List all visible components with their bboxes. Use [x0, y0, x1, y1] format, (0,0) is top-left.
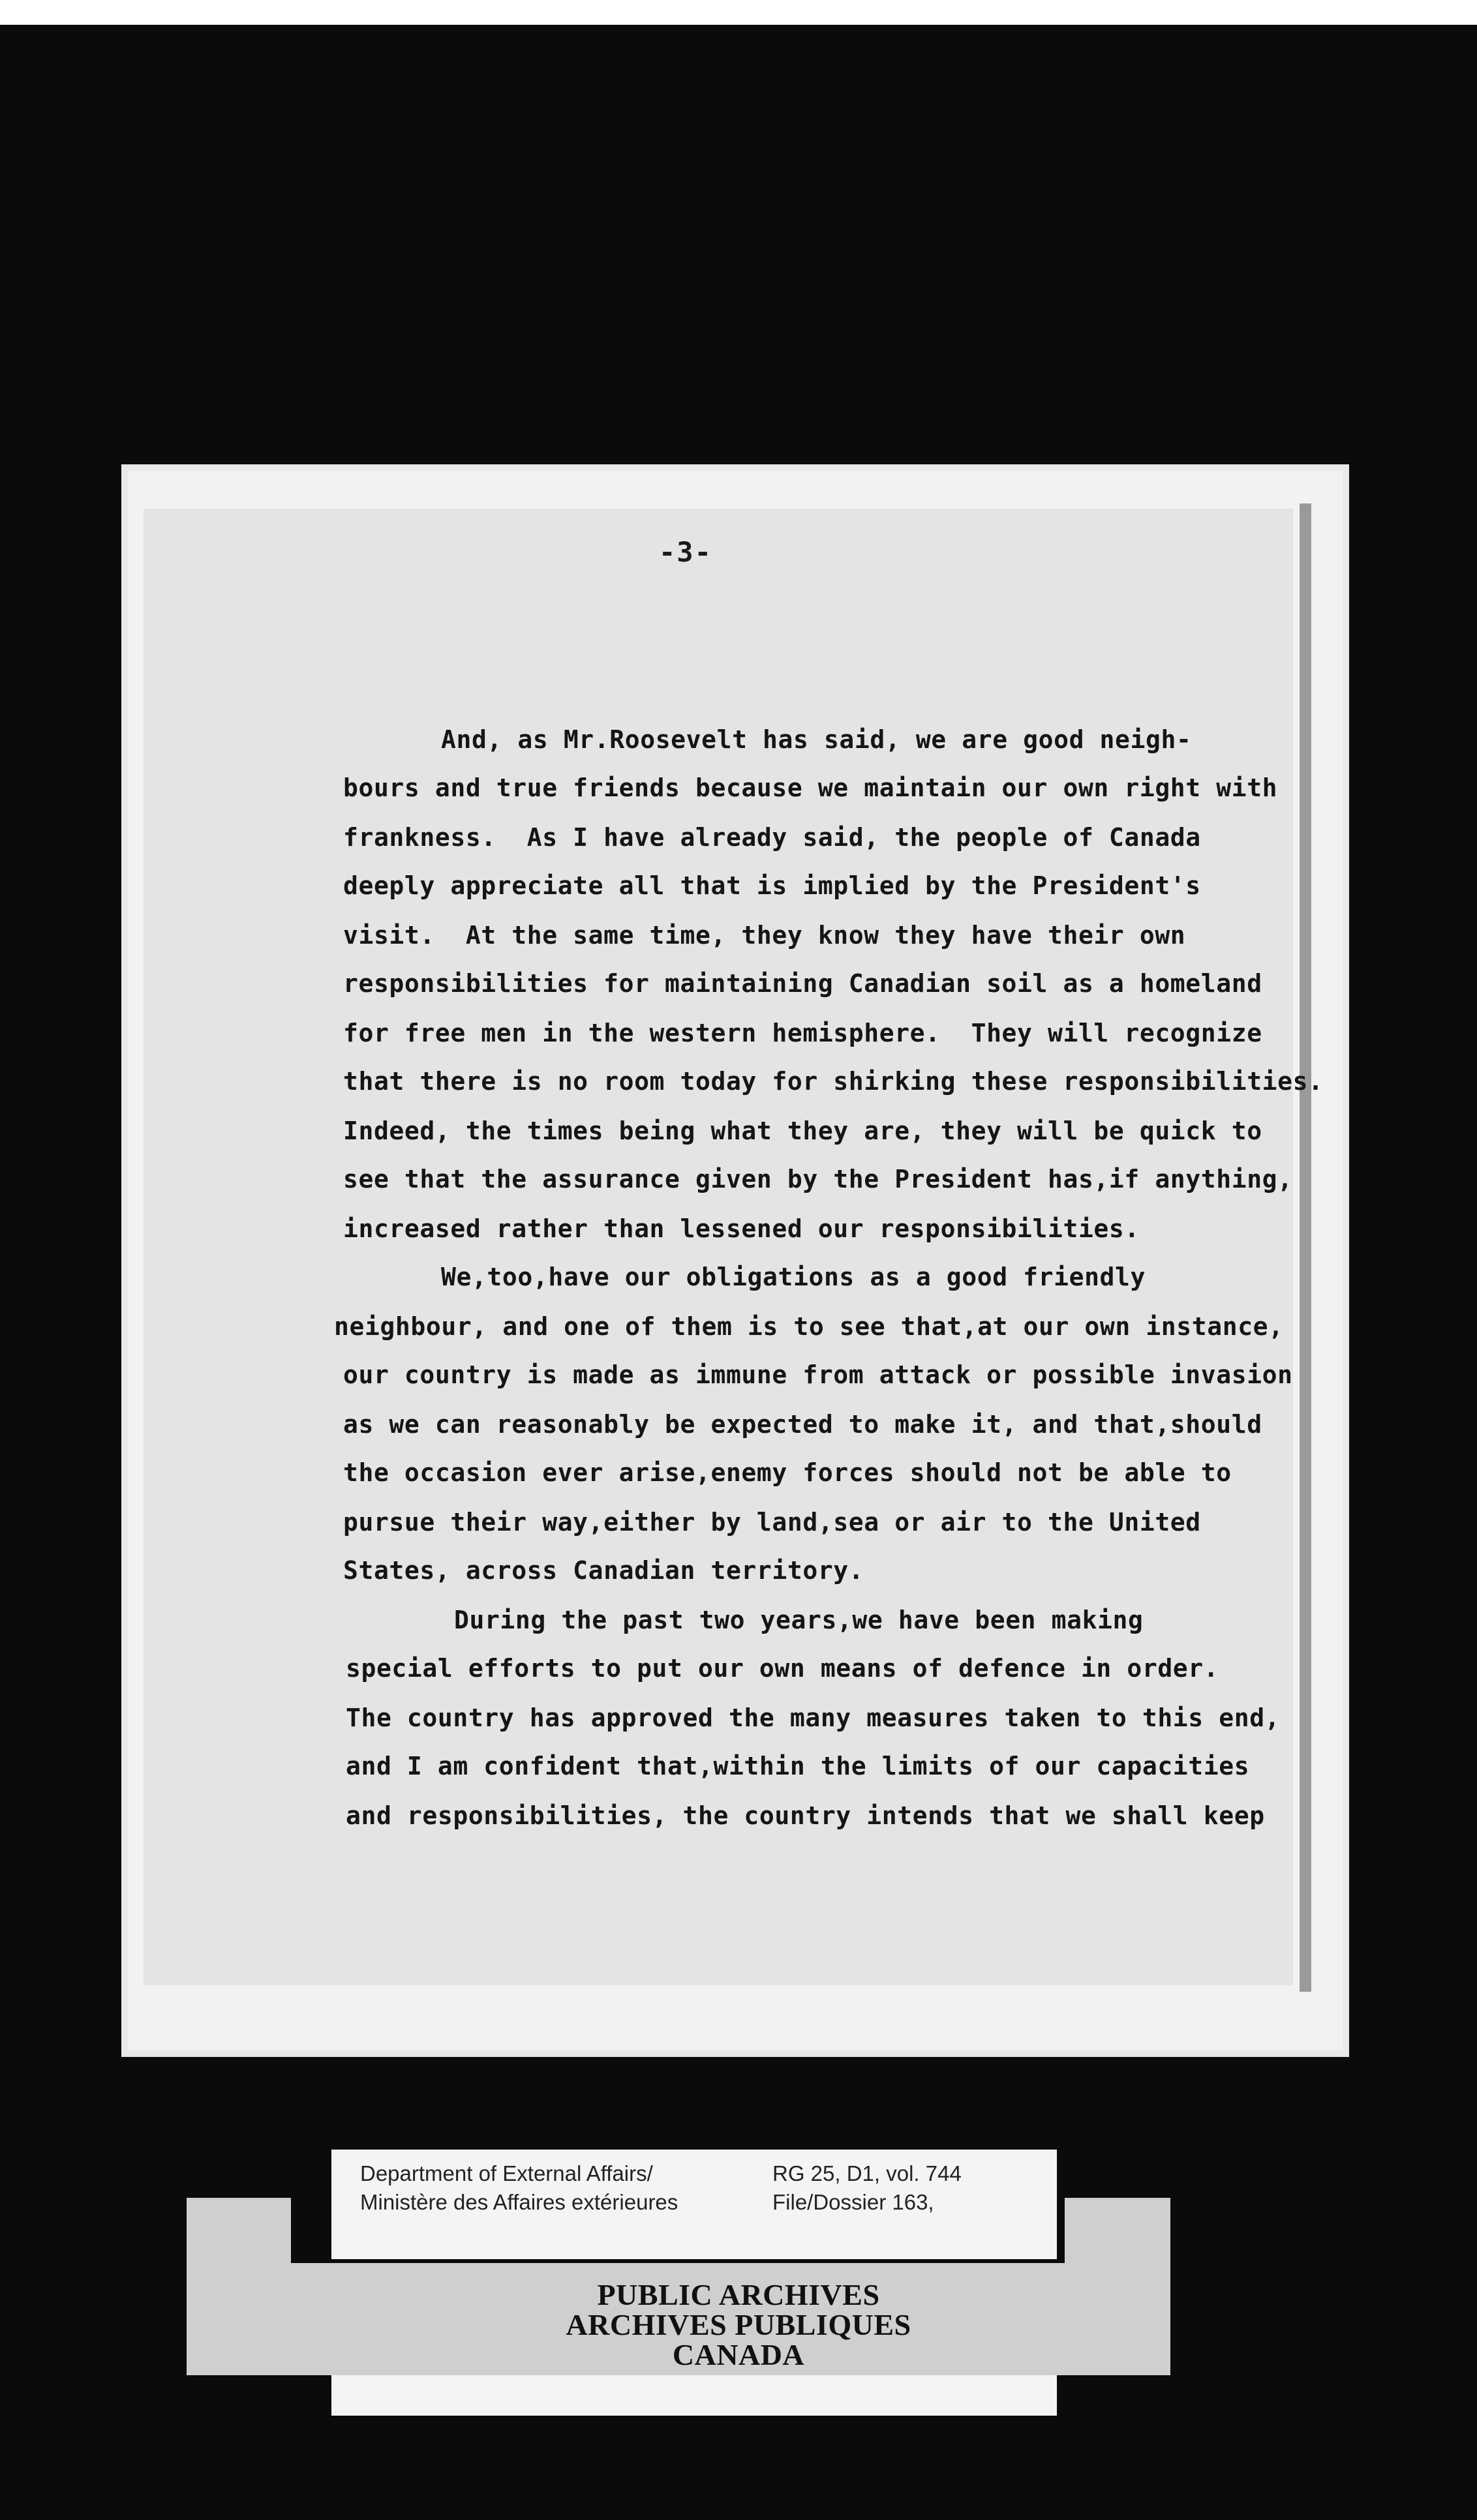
text-line: Indeed, the times being what they are, they will be quick to — [343, 1117, 1262, 1145]
file-dossier-number: File/Dossier 163, — [772, 2190, 934, 2214]
text-line: the occasion ever arise,enemy forces should not be able to — [343, 1458, 1232, 1487]
page-edge-shadow — [1300, 503, 1311, 1992]
text-line: that there is no room today for shirking these responsibilities. — [343, 1067, 1324, 1096]
text-line: and responsibilities, the country intends that we shall keep — [346, 1801, 1265, 1830]
archive-band-right-tab — [1065, 2198, 1170, 2263]
text-line: our country is made as immune from attack or possible invasion — [343, 1360, 1293, 1389]
text-line: bours and true friends because we maintain our own right with — [343, 773, 1278, 802]
text-line: increased rather than lessened our responsibilities. — [343, 1214, 1140, 1243]
record-group-reference: RG 25, D1, vol. 744 — [772, 2161, 962, 2185]
stamp-line-2: ARCHIVES PUBLIQUES — [566, 2308, 911, 2341]
text-line: as we can reasonably be expected to make it, and that,should — [343, 1410, 1262, 1439]
text-line: frankness. As I have already said, the people of Canada — [343, 823, 1201, 852]
text-line: deeply appreciate all that is implied by the President's — [343, 871, 1201, 900]
text-line: We,too,have our obligations as a good friendly — [441, 1263, 1146, 1291]
text-line: neighbour, and one of them is to see that,at our own instance, — [334, 1312, 1284, 1341]
text-line: see that the assurance given by the President has,if anything, — [343, 1165, 1293, 1193]
text-line: pursue their way,either by land,sea or air to the United — [343, 1508, 1201, 1537]
film-top-strip — [0, 0, 1477, 25]
department-en: Department of External Affairs/ — [360, 2161, 653, 2185]
label-card-bottom — [331, 2375, 1057, 2416]
text-line: During the past two years,we have been making — [454, 1606, 1144, 1634]
archive-reference-label — [331, 2150, 1057, 2259]
page-number: -3- — [659, 536, 712, 568]
text-line: and I am confident that,within the limits of our capacities — [346, 1752, 1250, 1780]
text-line: for free men in the western hemisphere. They will recognize — [343, 1019, 1262, 1047]
stamp-line-1: PUBLIC ARCHIVES — [597, 2278, 880, 2311]
text-line: And, as Mr.Roosevelt has said, we are good neigh- — [441, 725, 1192, 754]
text-line: visit. At the same time, they know they have their own — [343, 921, 1186, 950]
text-line: responsibilities for maintaining Canadian soil as a homeland — [343, 969, 1262, 998]
text-line: The country has approved the many measures taken to this end, — [346, 1703, 1281, 1732]
department-fr: Ministère des Affaires extérieures — [360, 2190, 678, 2214]
public-archives-stamp — [187, 2263, 1170, 2375]
text-line: special efforts to put our own means of defence in order. — [346, 1654, 1219, 1683]
text-line: States, across Canadian territory. — [343, 1556, 864, 1585]
archive-band-left-tab — [187, 2198, 291, 2263]
stamp-line-3: CANADA — [672, 2338, 805, 2371]
